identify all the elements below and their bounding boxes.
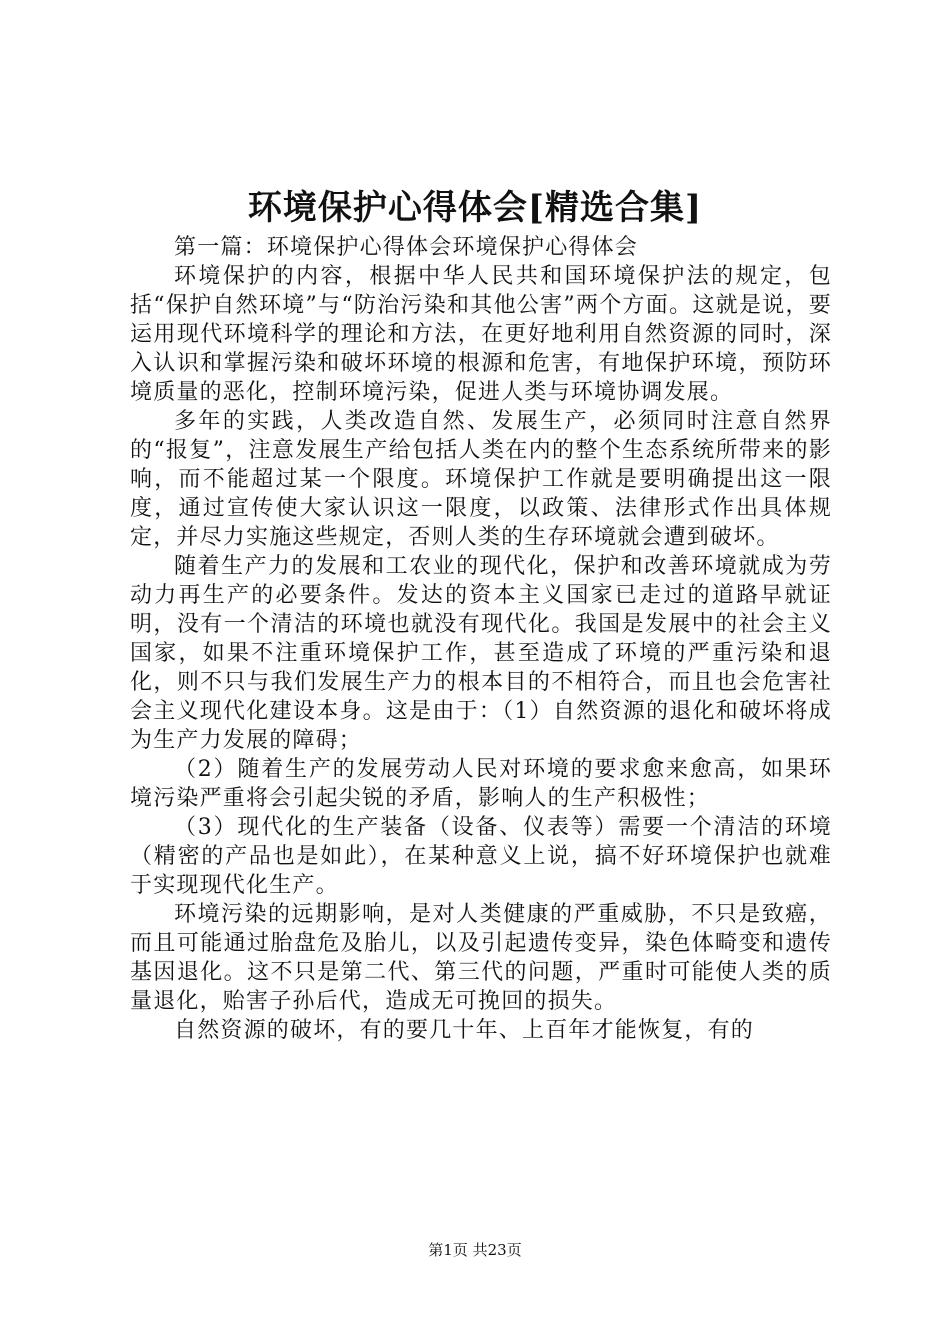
document-body [130, 233, 832, 1045]
paragraph: 自然资源的破坏，有的要几十年、上百年才能恢复，有的 [174, 1018, 755, 1043]
paragraph: 环境污染的远期影响，是对人类健康的严重威胁，不只是致癌，而且可能通过胎盘危及胎儿，以及引起遗传变异，染色体畸变和遗传基因退化。这不只是第二代、第三代的问题，严重时可能使人类的质量退化，贻害子孙后代，造成无可挽回的损失。 [130, 902, 832, 1014]
paragraph: （3）现代化的生产装备（设备、仪表等）需要一个清洁的环境（精密的产品也是如此），在某种意义上说，搞不好环境保护也就难于实现现代化生产。 [130, 815, 832, 898]
paragraph: （2）随着生产的发展劳动人民对环境的要求愈来愈高，如果环境污染严重将会引起尖锐的矛盾，影响人的生产积极性； [130, 757, 832, 811]
paragraph: 环境保护的内容，根据中华人民共和国环境保护法的规定，包括“保护自然环境”与“防治污染和其他公害”两个方面。这就是说，要运用现代环境科学的理论和方法，在更好地利用自然资源的同时，深入认识和掌握污染和破坏环境的根源和危害，有地保护环境，预防环境质量的恶化，控制环境污染，促进人类与环境协调发展。 [130, 264, 832, 405]
page-number-footer: 第1页 共23页 [428, 1241, 522, 1259]
paragraph: 多年的实践，人类改造自然、发展生产，必须同时注意自然界的“报复”，注意发展生产给包括人类在内的整个生态系统所带来的影响，而不能超过某一个限度。环境保护工作就是要明确提出这一限度，通过宣传使大家认识这一限度，以政策、法律形式作出具体规定，并尽力实施这些规定，否则人类的生存环境就会遭到破坏。 [130, 409, 832, 550]
section-heading: 第一篇：环境保护心得体会环境保护心得体会 [174, 235, 639, 260]
document-title: 环境保护心得体会[精选合集] [247, 188, 703, 228]
paragraph: 随着生产力的发展和工农业的现代化，保护和改善环境就成为劳动力再生产的必要条件。发达的资本主义国家已走过的道路早就证明，没有一个清洁的环境也就没有现代化。我国是发展中的社会主义国家，如果不注重环境保护工作，甚至造成了环境的严重污染和退化，则不只与我们发展生产力的根本目的不相符合，而且也会危害社会主义现代化建设本身。这是由于：（1）自然资源的退化和破坏将成为生产力发展的障碍； [130, 554, 832, 753]
